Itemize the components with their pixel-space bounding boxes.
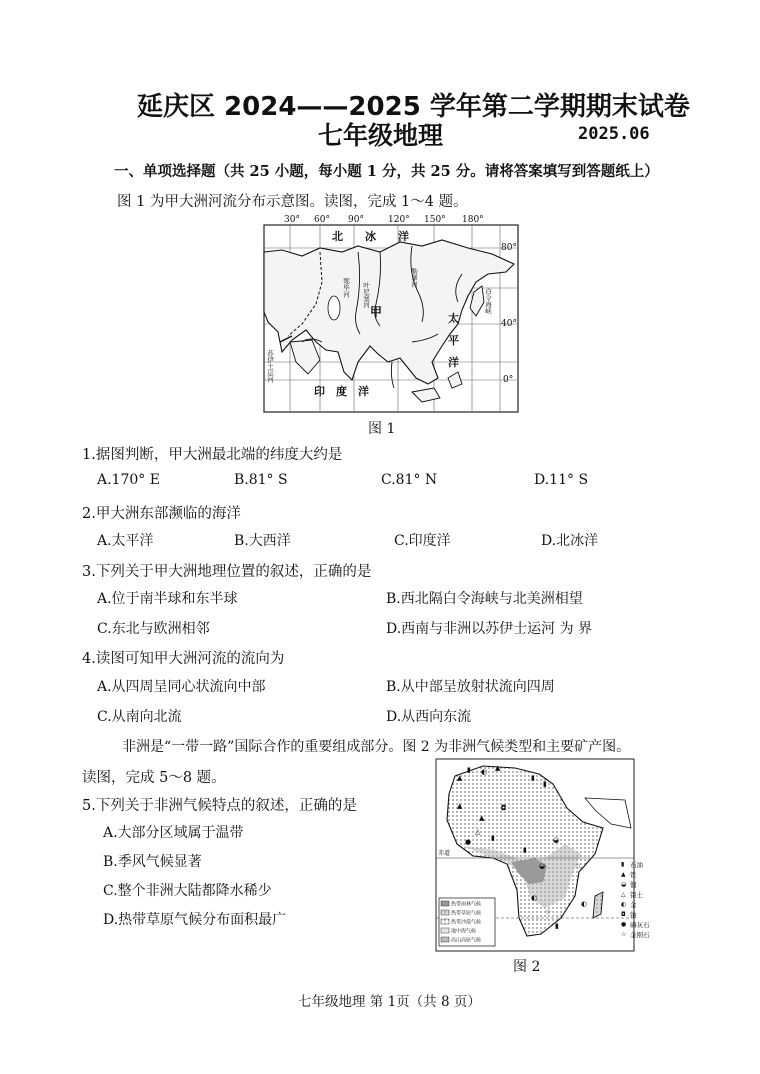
question-stem: 1.据图判断，甲大洲最北端的纬度大约是 [82, 447, 343, 463]
river-label: 勒拿河 [410, 268, 418, 288]
svg-text:▲: ▲ [457, 802, 463, 810]
mineral-label: 石油 [630, 861, 643, 869]
svg-text:◒: ◒ [553, 836, 560, 844]
figure2-caption: 图 2 [513, 959, 541, 975]
equator-label: 赤道 [438, 850, 451, 857]
svg-text:●: ● [465, 838, 472, 846]
figure2-map [435, 758, 635, 952]
figure1-intro: 图 1 为甲大洲河流分布示意图。读图，完成 1～4 题。 [117, 194, 468, 210]
mineral-symbol: △ [621, 891, 626, 898]
legend-entry: 热带草原气候 [451, 910, 482, 917]
mineral-label: 铁 [630, 871, 637, 879]
legend-entry: 热带沙漠气候 [451, 919, 482, 926]
canal-label: 苏伊士运河 [266, 350, 274, 383]
lat-label: 80° [501, 243, 517, 253]
mineral-label: 金刚石 [630, 931, 650, 939]
svg-text:▮: ▮ [543, 780, 547, 788]
question-option: B.西北隔白令海峡与北美洲相望 [386, 591, 583, 607]
lat-label: 40° [501, 319, 517, 329]
africa-intro-line1: 非洲是“一带一路”国际合作的重要组成部分。图 2 为非洲气候类型和主要矿产图。 [122, 739, 631, 755]
lon-label: 180° [462, 215, 484, 225]
river-label: 叶尼塞河 [362, 282, 370, 308]
caspian-sea [328, 296, 340, 320]
continent-label: 甲 [370, 305, 383, 319]
question-option: B.从中部呈放射状流向四周 [386, 679, 555, 695]
ocean-label: 平 [448, 334, 459, 347]
river-label: 鄂毕河 [342, 278, 350, 298]
lat-label: 0° [503, 375, 514, 385]
mineral-label: 磷灰石 [630, 921, 650, 929]
svg-text:▲: ▲ [479, 814, 485, 822]
question-option: B.季风气候显著 [103, 854, 202, 870]
ocean-label: 洋 [448, 356, 459, 369]
question-stem: 2.甲大洲东部濒临的海洋 [82, 506, 241, 522]
mineral-symbol: ◒ [621, 881, 627, 888]
legend-entry: 高山高原气候 [451, 937, 482, 944]
lon-label: 30° [284, 215, 300, 225]
question-option: A.位于南半球和东半球 [97, 591, 238, 607]
question-option: C.从南向北流 [97, 709, 182, 725]
question-option: A.大部分区域属于温带 [103, 825, 244, 841]
africa-intro-line2: 读图，完成 5～8 题。 [82, 770, 226, 786]
question-option: D.从西向东流 [386, 709, 472, 725]
exam-subtitle: 七年级地理 [318, 121, 444, 150]
question-option: C.印度洋 [394, 533, 451, 549]
exam-title: 延庆区 2024——2025 学年第二学期期末试卷 [137, 92, 690, 122]
ocean-label: 印 [314, 385, 325, 398]
mineral-label: 金 [630, 901, 637, 909]
mineral-label: 铝土 [630, 891, 643, 899]
lon-label: 150° [424, 215, 446, 225]
question-option: B.大西洋 [234, 533, 291, 549]
question-option: A.从四周呈同心状流向中部 [97, 679, 266, 695]
ocean-label: 冰 [365, 230, 376, 243]
mineral-symbol: ▮ [621, 861, 625, 868]
question-stem: 3.下列关于甲大洲地理位置的叙述，正确的是 [82, 564, 372, 580]
question-option: D.西南与非洲以苏伊士运河 为 界 [386, 621, 593, 637]
mineral-symbol: ☆ [621, 931, 627, 938]
ocean-label: 洋 [358, 385, 369, 398]
svg-text:▮: ▮ [467, 766, 471, 774]
lon-label: 90° [348, 215, 364, 225]
svg-text:▮: ▮ [531, 774, 535, 782]
lon-label: 120° [388, 215, 410, 225]
svg-text:▲: ▲ [457, 774, 463, 782]
svg-text:◘: ◘ [501, 804, 507, 812]
mineral-label: 铜 [630, 881, 637, 889]
legend-entry: 热带雨林气候 [451, 901, 482, 908]
question-stem: 4.读图可知甲大洲河流的流向为 [82, 651, 285, 667]
svg-text:◒: ◒ [539, 862, 546, 870]
question-option: D.11° S [534, 472, 589, 488]
mineral-symbol: ● [621, 921, 627, 928]
exam-date: 2025.06 [578, 124, 650, 144]
question-option: D.北冰洋 [541, 533, 599, 549]
ocean-label: 北 [332, 230, 343, 243]
svg-text:▲: ▲ [495, 764, 501, 772]
mineral-symbol: ◐ [621, 901, 627, 908]
mineral-symbol: ◘ [621, 911, 626, 918]
figure1-map [262, 212, 522, 414]
question-stem: 5.下列关于非洲气候特点的叙述，正确的是 [82, 798, 357, 814]
svg-text:▮: ▮ [555, 922, 559, 930]
question-option: D.热带草原气候分布面积最广 [103, 912, 287, 928]
svg-text:◐: ◐ [481, 768, 488, 776]
svg-text:☆: ☆ [545, 908, 552, 916]
ocean-label: 太 [448, 312, 459, 325]
mineral-label: 铀 [630, 911, 637, 919]
svg-text:△: △ [475, 828, 481, 836]
question-option: C.81° N [381, 472, 438, 488]
question-option: A.太平洋 [97, 533, 154, 549]
question-option: C.东北与欧洲相邻 [97, 621, 210, 637]
figure1-caption: 图 1 [368, 421, 396, 437]
question-option: A.170° E [97, 472, 160, 488]
mineral-symbol: ▲ [621, 871, 626, 878]
svg-text:◐: ◐ [581, 900, 588, 908]
question-option: B.81° S [234, 472, 288, 488]
ocean-label: 洋 [398, 230, 409, 243]
legend-entry: 地中海气候 [451, 928, 477, 935]
section-heading: 一、单项选择题（共 25 小题，每小题 1 分，共 25 分。请将答案填写到答题纸上） [114, 163, 659, 180]
svg-text:◐: ◐ [531, 894, 538, 902]
svg-text:▮: ▮ [491, 834, 495, 842]
svg-text:☆: ☆ [575, 862, 582, 870]
strait-label: 白令海峡 [484, 288, 492, 314]
page-footer: 七年级地理 第 1页（共 8 页） [298, 994, 481, 1010]
svg-text:▮: ▮ [523, 846, 527, 854]
mineral-legend-labels [630, 860, 650, 940]
lon-label: 60° [314, 215, 330, 225]
question-option: C.整个非洲大陆都降水稀少 [103, 883, 272, 899]
ocean-label: 度 [336, 385, 347, 398]
